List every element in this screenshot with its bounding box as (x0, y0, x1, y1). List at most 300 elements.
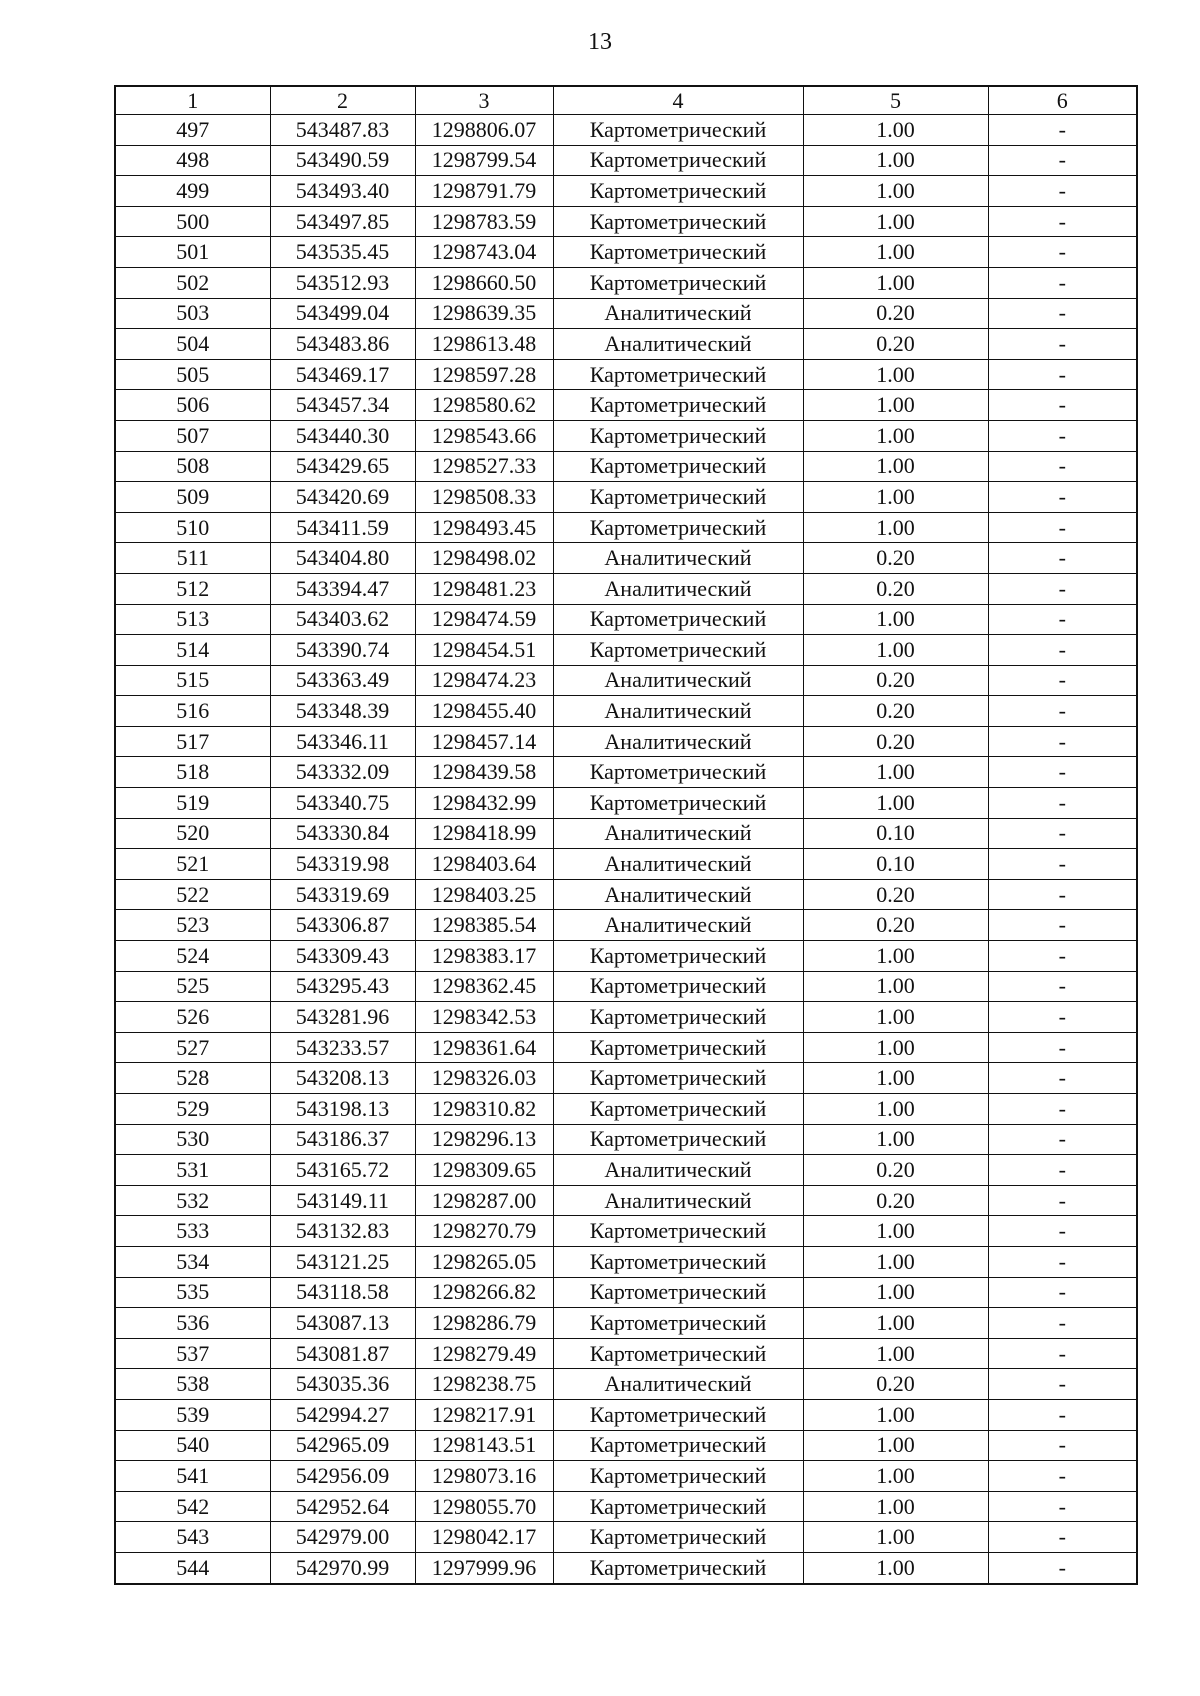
point-number-cell: 515 (115, 665, 270, 696)
accuracy-cell: 1.00 (803, 1552, 988, 1583)
description-cell: - (988, 1185, 1137, 1216)
table-row (115, 512, 1137, 543)
point-number-cell: 502 (115, 267, 270, 298)
table-row (115, 451, 1137, 482)
description-cell: - (988, 1032, 1137, 1063)
description-cell: - (988, 1552, 1137, 1583)
table-row (115, 788, 1137, 819)
accuracy-cell: 1.00 (803, 482, 988, 513)
y-coordinate-cell: 1298580.62 (415, 390, 553, 421)
x-coordinate-cell: 543348.39 (270, 696, 415, 727)
description-cell: - (988, 1308, 1137, 1339)
method-cell: Картометрический (553, 1430, 803, 1461)
table-row (115, 1032, 1137, 1063)
description-cell: - (988, 482, 1137, 513)
table-row (115, 390, 1137, 421)
accuracy-cell: 1.00 (803, 941, 988, 972)
description-cell: - (988, 1277, 1137, 1308)
method-cell: Картометрический (553, 1338, 803, 1369)
y-coordinate-cell: 1298310.82 (415, 1094, 553, 1125)
accuracy-cell: 1.00 (803, 237, 988, 268)
x-coordinate-cell: 543394.47 (270, 573, 415, 604)
point-number-cell: 534 (115, 1246, 270, 1277)
accuracy-cell: 1.00 (803, 1308, 988, 1339)
y-coordinate-cell: 1298362.45 (415, 971, 553, 1002)
table-body (115, 115, 1137, 1584)
y-coordinate-cell: 1298454.51 (415, 635, 553, 666)
accuracy-cell: 1.00 (803, 1002, 988, 1033)
y-coordinate-cell: 1298783.59 (415, 206, 553, 237)
point-number-cell: 529 (115, 1094, 270, 1125)
table-row (115, 849, 1137, 880)
x-coordinate-cell: 543440.30 (270, 420, 415, 451)
accuracy-cell: 1.00 (803, 604, 988, 635)
y-coordinate-cell: 1298342.53 (415, 1002, 553, 1033)
method-cell: Картометрический (553, 1491, 803, 1522)
table-row (115, 1338, 1137, 1369)
accuracy-cell: 1.00 (803, 1277, 988, 1308)
y-coordinate-cell: 1298296.13 (415, 1124, 553, 1155)
description-cell: - (988, 145, 1137, 176)
method-cell: Картометрический (553, 1094, 803, 1125)
table-row (115, 206, 1137, 237)
table-row (115, 1399, 1137, 1430)
y-coordinate-cell: 1298403.25 (415, 879, 553, 910)
y-coordinate-cell: 1297999.96 (415, 1552, 553, 1583)
accuracy-cell: 1.00 (803, 451, 988, 482)
description-cell: - (988, 818, 1137, 849)
x-coordinate-cell: 543186.37 (270, 1124, 415, 1155)
column-header: 3 (415, 86, 553, 115)
method-cell: Картометрический (553, 206, 803, 237)
method-cell: Картометрический (553, 359, 803, 390)
y-coordinate-cell: 1298455.40 (415, 696, 553, 727)
table-row (115, 543, 1137, 574)
accuracy-cell: 1.00 (803, 1399, 988, 1430)
y-coordinate-cell: 1298286.79 (415, 1308, 553, 1339)
accuracy-cell: 0.20 (803, 1155, 988, 1186)
table-row (115, 1308, 1137, 1339)
y-coordinate-cell: 1298385.54 (415, 910, 553, 941)
point-number-cell: 499 (115, 176, 270, 207)
point-number-cell: 527 (115, 1032, 270, 1063)
x-coordinate-cell: 543035.36 (270, 1369, 415, 1400)
y-coordinate-cell: 1298361.64 (415, 1032, 553, 1063)
accuracy-cell: 1.00 (803, 145, 988, 176)
point-number-cell: 498 (115, 145, 270, 176)
x-coordinate-cell: 543487.83 (270, 115, 415, 146)
y-coordinate-cell: 1298309.65 (415, 1155, 553, 1186)
method-cell: Картометрический (553, 482, 803, 513)
accuracy-cell: 1.00 (803, 1124, 988, 1155)
table-row (115, 176, 1137, 207)
y-coordinate-cell: 1298439.58 (415, 757, 553, 788)
point-number-cell: 506 (115, 390, 270, 421)
description-cell: - (988, 1491, 1137, 1522)
table-row (115, 145, 1137, 176)
x-coordinate-cell: 543233.57 (270, 1032, 415, 1063)
y-coordinate-cell: 1298660.50 (415, 267, 553, 298)
y-coordinate-cell: 1298238.75 (415, 1369, 553, 1400)
accuracy-cell: 0.20 (803, 543, 988, 574)
x-coordinate-cell: 543493.40 (270, 176, 415, 207)
y-coordinate-cell: 1298326.03 (415, 1063, 553, 1094)
x-coordinate-cell: 543420.69 (270, 482, 415, 513)
description-cell: - (988, 910, 1137, 941)
table-row (115, 879, 1137, 910)
accuracy-cell: 0.20 (803, 298, 988, 329)
point-number-cell: 523 (115, 910, 270, 941)
y-coordinate-cell: 1298799.54 (415, 145, 553, 176)
method-cell: Картометрический (553, 176, 803, 207)
x-coordinate-cell: 543499.04 (270, 298, 415, 329)
table-row (115, 757, 1137, 788)
accuracy-cell: 1.00 (803, 971, 988, 1002)
method-cell: Картометрический (553, 1002, 803, 1033)
accuracy-cell: 0.10 (803, 849, 988, 880)
point-number-cell: 542 (115, 1491, 270, 1522)
table-row (115, 1369, 1137, 1400)
method-cell: Картометрический (553, 145, 803, 176)
point-number-cell: 508 (115, 451, 270, 482)
accuracy-cell: 1.00 (803, 1461, 988, 1492)
point-number-cell: 524 (115, 941, 270, 972)
table-row (115, 971, 1137, 1002)
point-number-cell: 526 (115, 1002, 270, 1033)
point-number-cell: 510 (115, 512, 270, 543)
description-cell: - (988, 1430, 1137, 1461)
table-row (115, 910, 1137, 941)
y-coordinate-cell: 1298055.70 (415, 1491, 553, 1522)
accuracy-cell: 1.00 (803, 1491, 988, 1522)
y-coordinate-cell: 1298639.35 (415, 298, 553, 329)
table-row (115, 726, 1137, 757)
description-cell: - (988, 115, 1137, 146)
point-number-cell: 522 (115, 879, 270, 910)
description-cell: - (988, 1522, 1137, 1553)
description-cell: - (988, 971, 1137, 1002)
description-cell: - (988, 420, 1137, 451)
table-header-row (115, 86, 1137, 115)
x-coordinate-cell: 543149.11 (270, 1185, 415, 1216)
method-cell: Картометрический (553, 788, 803, 819)
table-row (115, 818, 1137, 849)
description-cell: - (988, 849, 1137, 880)
description-cell: - (988, 1155, 1137, 1186)
method-cell: Аналитический (553, 329, 803, 360)
y-coordinate-cell: 1298508.33 (415, 482, 553, 513)
table-row (115, 298, 1137, 329)
x-coordinate-cell: 543121.25 (270, 1246, 415, 1277)
table-row (115, 1216, 1137, 1247)
method-cell: Картометрический (553, 635, 803, 666)
accuracy-cell: 0.20 (803, 910, 988, 941)
accuracy-cell: 1.00 (803, 1216, 988, 1247)
method-cell: Картометрический (553, 390, 803, 421)
description-cell: - (988, 1246, 1137, 1277)
accuracy-cell: 1.00 (803, 1246, 988, 1277)
y-coordinate-cell: 1298457.14 (415, 726, 553, 757)
description-cell: - (988, 604, 1137, 635)
y-coordinate-cell: 1298743.04 (415, 237, 553, 268)
point-number-cell: 503 (115, 298, 270, 329)
method-cell: Картометрический (553, 237, 803, 268)
x-coordinate-cell: 543281.96 (270, 1002, 415, 1033)
description-cell: - (988, 635, 1137, 666)
x-coordinate-cell: 543132.83 (270, 1216, 415, 1247)
table-row (115, 1094, 1137, 1125)
method-cell: Картометрический (553, 1032, 803, 1063)
description-cell: - (988, 788, 1137, 819)
point-number-cell: 497 (115, 115, 270, 146)
y-coordinate-cell: 1298493.45 (415, 512, 553, 543)
x-coordinate-cell: 543363.49 (270, 665, 415, 696)
x-coordinate-cell: 543403.62 (270, 604, 415, 635)
description-cell: - (988, 1338, 1137, 1369)
point-number-cell: 541 (115, 1461, 270, 1492)
y-coordinate-cell: 1298042.17 (415, 1522, 553, 1553)
description-cell: - (988, 573, 1137, 604)
x-coordinate-cell: 543497.85 (270, 206, 415, 237)
point-number-cell: 532 (115, 1185, 270, 1216)
accuracy-cell: 0.20 (803, 1185, 988, 1216)
method-cell: Аналитический (553, 1185, 803, 1216)
method-cell: Картометрический (553, 1246, 803, 1277)
description-cell: - (988, 696, 1137, 727)
point-number-cell: 511 (115, 543, 270, 574)
point-number-cell: 500 (115, 206, 270, 237)
description-cell: - (988, 1461, 1137, 1492)
table-row (115, 1063, 1137, 1094)
accuracy-cell: 1.00 (803, 1522, 988, 1553)
description-cell: - (988, 451, 1137, 482)
accuracy-cell: 1.00 (803, 1430, 988, 1461)
table-row (115, 115, 1137, 146)
x-coordinate-cell: 543457.34 (270, 390, 415, 421)
x-coordinate-cell: 543469.17 (270, 359, 415, 390)
table-row (115, 1155, 1137, 1186)
table-row (115, 482, 1137, 513)
x-coordinate-cell: 543340.75 (270, 788, 415, 819)
point-number-cell: 501 (115, 237, 270, 268)
coordinates-table (114, 85, 1138, 1585)
method-cell: Картометрический (553, 512, 803, 543)
description-cell: - (988, 1216, 1137, 1247)
method-cell: Картометрический (553, 757, 803, 788)
y-coordinate-cell: 1298143.51 (415, 1430, 553, 1461)
table-row (115, 1552, 1137, 1583)
point-number-cell: 518 (115, 757, 270, 788)
accuracy-cell: 1.00 (803, 359, 988, 390)
description-cell: - (988, 512, 1137, 543)
x-coordinate-cell: 543165.72 (270, 1155, 415, 1186)
y-coordinate-cell: 1298265.05 (415, 1246, 553, 1277)
method-cell: Картометрический (553, 1308, 803, 1339)
y-coordinate-cell: 1298217.91 (415, 1399, 553, 1430)
point-number-cell: 521 (115, 849, 270, 880)
y-coordinate-cell: 1298270.79 (415, 1216, 553, 1247)
point-number-cell: 512 (115, 573, 270, 604)
x-coordinate-cell: 543346.11 (270, 726, 415, 757)
table-row (115, 267, 1137, 298)
description-cell: - (988, 665, 1137, 696)
x-coordinate-cell: 543306.87 (270, 910, 415, 941)
table-row (115, 941, 1137, 972)
y-coordinate-cell: 1298403.64 (415, 849, 553, 880)
description-cell: - (988, 359, 1137, 390)
point-number-cell: 509 (115, 482, 270, 513)
y-coordinate-cell: 1298383.17 (415, 941, 553, 972)
description-cell: - (988, 543, 1137, 574)
method-cell: Картометрический (553, 451, 803, 482)
table-row (115, 665, 1137, 696)
y-coordinate-cell: 1298474.23 (415, 665, 553, 696)
accuracy-cell: 0.20 (803, 329, 988, 360)
description-cell: - (988, 757, 1137, 788)
x-coordinate-cell: 542994.27 (270, 1399, 415, 1430)
accuracy-cell: 1.00 (803, 206, 988, 237)
table-row (115, 420, 1137, 451)
x-coordinate-cell: 543330.84 (270, 818, 415, 849)
y-coordinate-cell: 1298543.66 (415, 420, 553, 451)
x-coordinate-cell: 542952.64 (270, 1491, 415, 1522)
point-number-cell: 504 (115, 329, 270, 360)
method-cell: Картометрический (553, 1124, 803, 1155)
x-coordinate-cell: 543319.69 (270, 879, 415, 910)
method-cell: Аналитический (553, 879, 803, 910)
description-cell: - (988, 206, 1137, 237)
method-cell: Картометрический (553, 1216, 803, 1247)
method-cell: Аналитический (553, 696, 803, 727)
y-coordinate-cell: 1298418.99 (415, 818, 553, 849)
point-number-cell: 519 (115, 788, 270, 819)
method-cell: Картометрический (553, 1399, 803, 1430)
method-cell: Картометрический (553, 267, 803, 298)
point-number-cell: 513 (115, 604, 270, 635)
table-row (115, 1124, 1137, 1155)
point-number-cell: 536 (115, 1308, 270, 1339)
y-coordinate-cell: 1298613.48 (415, 329, 553, 360)
table-row (115, 604, 1137, 635)
point-number-cell: 507 (115, 420, 270, 451)
table-row (115, 1185, 1137, 1216)
method-cell: Картометрический (553, 971, 803, 1002)
point-number-cell: 538 (115, 1369, 270, 1400)
x-coordinate-cell: 543319.98 (270, 849, 415, 880)
method-cell: Аналитический (553, 726, 803, 757)
x-coordinate-cell: 542956.09 (270, 1461, 415, 1492)
method-cell: Аналитический (553, 573, 803, 604)
table-row (115, 696, 1137, 727)
method-cell: Аналитический (553, 665, 803, 696)
method-cell: Картометрический (553, 1522, 803, 1553)
column-header: 1 (115, 86, 270, 115)
method-cell: Аналитический (553, 1369, 803, 1400)
accuracy-cell: 1.00 (803, 420, 988, 451)
y-coordinate-cell: 1298279.49 (415, 1338, 553, 1369)
y-coordinate-cell: 1298432.99 (415, 788, 553, 819)
point-number-cell: 505 (115, 359, 270, 390)
description-cell: - (988, 237, 1137, 268)
method-cell: Картометрический (553, 941, 803, 972)
method-cell: Картометрический (553, 1552, 803, 1583)
accuracy-cell: 1.00 (803, 512, 988, 543)
accuracy-cell: 1.00 (803, 115, 988, 146)
point-number-cell: 543 (115, 1522, 270, 1553)
description-cell: - (988, 1002, 1137, 1033)
table-row (115, 1461, 1137, 1492)
table-row (115, 1430, 1137, 1461)
x-coordinate-cell: 543535.45 (270, 237, 415, 268)
point-number-cell: 539 (115, 1399, 270, 1430)
accuracy-cell: 1.00 (803, 635, 988, 666)
x-coordinate-cell: 543295.43 (270, 971, 415, 1002)
accuracy-cell: 0.20 (803, 573, 988, 604)
column-header: 4 (553, 86, 803, 115)
accuracy-cell: 1.00 (803, 1063, 988, 1094)
description-cell: - (988, 298, 1137, 329)
x-coordinate-cell: 543118.58 (270, 1277, 415, 1308)
y-coordinate-cell: 1298527.33 (415, 451, 553, 482)
x-coordinate-cell: 543483.86 (270, 329, 415, 360)
point-number-cell: 531 (115, 1155, 270, 1186)
x-coordinate-cell: 542965.09 (270, 1430, 415, 1461)
x-coordinate-cell: 543490.59 (270, 145, 415, 176)
x-coordinate-cell: 542979.00 (270, 1522, 415, 1553)
method-cell: Аналитический (553, 818, 803, 849)
x-coordinate-cell: 543404.80 (270, 543, 415, 574)
y-coordinate-cell: 1298791.79 (415, 176, 553, 207)
point-number-cell: 514 (115, 635, 270, 666)
accuracy-cell: 1.00 (803, 267, 988, 298)
table-row (115, 1491, 1137, 1522)
description-cell: - (988, 941, 1137, 972)
accuracy-cell: 0.20 (803, 696, 988, 727)
point-number-cell: 535 (115, 1277, 270, 1308)
point-number-cell: 525 (115, 971, 270, 1002)
x-coordinate-cell: 543429.65 (270, 451, 415, 482)
point-number-cell: 540 (115, 1430, 270, 1461)
column-header: 2 (270, 86, 415, 115)
x-coordinate-cell: 543309.43 (270, 941, 415, 972)
description-cell: - (988, 267, 1137, 298)
x-coordinate-cell: 543411.59 (270, 512, 415, 543)
description-cell: - (988, 879, 1137, 910)
y-coordinate-cell: 1298806.07 (415, 115, 553, 146)
description-cell: - (988, 390, 1137, 421)
method-cell: Картометрический (553, 1277, 803, 1308)
y-coordinate-cell: 1298287.00 (415, 1185, 553, 1216)
x-coordinate-cell: 543332.09 (270, 757, 415, 788)
y-coordinate-cell: 1298597.28 (415, 359, 553, 390)
point-number-cell: 544 (115, 1552, 270, 1583)
accuracy-cell: 1.00 (803, 1032, 988, 1063)
description-cell: - (988, 726, 1137, 757)
method-cell: Аналитический (553, 910, 803, 941)
accuracy-cell: 0.20 (803, 665, 988, 696)
x-coordinate-cell: 543198.13 (270, 1094, 415, 1125)
point-number-cell: 537 (115, 1338, 270, 1369)
x-coordinate-cell: 543390.74 (270, 635, 415, 666)
y-coordinate-cell: 1298498.02 (415, 543, 553, 574)
table-row (115, 329, 1137, 360)
x-coordinate-cell: 543087.13 (270, 1308, 415, 1339)
column-header: 5 (803, 86, 988, 115)
table-row (115, 237, 1137, 268)
x-coordinate-cell: 543081.87 (270, 1338, 415, 1369)
accuracy-cell: 1.00 (803, 757, 988, 788)
page-number: 13 (588, 29, 612, 55)
